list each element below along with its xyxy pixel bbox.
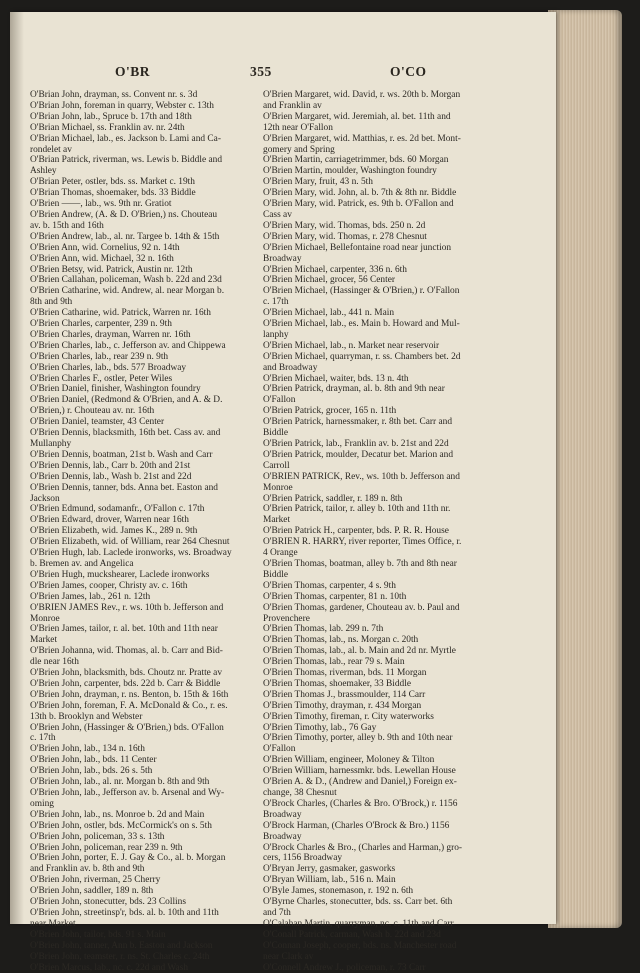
entry-line: O'Brien Michael, quarryman, r. ss. Chambers bet. 2d xyxy=(274,352,502,363)
entry-line: O'Brien Charles, lab., c. Jefferson av. and Chippewa xyxy=(41,341,269,352)
directory-entry xyxy=(30,624,269,646)
directory-entry xyxy=(30,679,269,690)
entry-line: O'Brien Edmund, sodamanfr., O'Fallon c. 17th xyxy=(41,504,269,515)
directory-entry xyxy=(263,821,502,843)
directory-entry xyxy=(263,701,502,712)
entry-line: O'Brien John, lab., bds. 11 Center xyxy=(41,755,269,766)
entry-line: O'Bryan Jerry, gasmaker, gasworks xyxy=(274,864,502,875)
directory-entry xyxy=(30,275,269,286)
entry-line: O'Brien Michael, lab., n. Market near reservoir xyxy=(274,341,502,352)
entry-line: O'Brien John, stonecutter, bds. 23 Collins xyxy=(41,897,269,908)
entry-line: O'Brian John, lab., Spruce b. 17th and 18th xyxy=(41,112,269,123)
directory-entry xyxy=(30,744,269,755)
entry-line: O'Connell Andrew J., policeman, r. 73 Carr xyxy=(274,963,502,973)
directory-entry xyxy=(30,788,269,810)
entry-line: O'Brien James, cooper, Christy av. c. 16th xyxy=(41,581,269,592)
entry-line: O'Brian Michael, lab., es. Jackson b. Lami and Ca- xyxy=(41,134,269,145)
directory-entry xyxy=(263,875,502,886)
directory-entry xyxy=(263,919,502,930)
entry-line: O'Brien Patrick, drayman, al. b. 8th and 9th near xyxy=(274,384,502,395)
entry-line: O'Brien Thomas, lab. 299 n. 7th xyxy=(274,624,502,635)
entry-line: O'BRIEN PATRICK, Rev., ws. 10th b. Jefferson and xyxy=(274,472,502,483)
directory-entry xyxy=(263,712,502,723)
directory-entry xyxy=(30,352,269,363)
directory-entry xyxy=(263,592,502,603)
directory-entry xyxy=(30,755,269,766)
directory-entry xyxy=(263,308,502,319)
entry-line: O'Brien John, carpenter, bds. 22d b. Carr & Biddle xyxy=(41,679,269,690)
entry-line: O'Brien Daniel, (Redmond & O'Brien, and A. & D. xyxy=(41,395,269,406)
directory-entry xyxy=(30,450,269,461)
entry-continuation: cers, 1156 Broadway xyxy=(274,853,502,864)
directory-entry xyxy=(263,221,502,232)
entry-line: O'Brien John, lab., bds. 26 s. 5th xyxy=(41,766,269,777)
directory-entry xyxy=(30,319,269,330)
directory-entry xyxy=(263,963,502,973)
entry-continuation: Monroe xyxy=(41,614,269,625)
directory-entry xyxy=(30,384,269,395)
entry-line: O'Brien Dennis, lab., Wash b. 21st and 22d xyxy=(41,472,269,483)
directory-entry xyxy=(263,864,502,875)
entry-line: O'Brien Betsy, wid. Patrick, Austin nr. 12th xyxy=(41,265,269,276)
entry-line: O'Brien John, lab., Jefferson av. b. Arsenal and Wy- xyxy=(41,788,269,799)
entry-line: O'Byrne Charles, stonecutter, bds. ss. Carr bet. 6th xyxy=(274,897,502,908)
entry-line: O'Brien William, engineer, Moloney & Tilton xyxy=(274,755,502,766)
directory-entry xyxy=(30,90,269,101)
directory-entry xyxy=(263,635,502,646)
directory-entry xyxy=(263,134,502,156)
directory-entry xyxy=(30,963,269,973)
entry-line: O'Brien Dennis, blacksmith, 16th bet. Cass av. and xyxy=(41,428,269,439)
directory-entry xyxy=(263,537,502,559)
entry-line: O'Brien Margaret, wid. Jeremiah, al. bet. 11th and xyxy=(274,112,502,123)
directory-entry xyxy=(30,243,269,254)
entry-line: O'Brien Andrew, lab., al. nr. Targee b. 14th & 15th xyxy=(41,232,269,243)
running-head-right: O'CO xyxy=(390,64,427,80)
directory-entry xyxy=(30,112,269,123)
directory-entry xyxy=(30,101,269,112)
entry-line: O'Brien Charles, lab., rear 239 n. 9th xyxy=(41,352,269,363)
entry-line: O'Conall Patrick, carman, Wash b. 22d and 23d xyxy=(274,930,502,941)
directory-entry xyxy=(263,603,502,625)
directory-entry xyxy=(263,766,502,777)
entry-continuation: gomery and Spring xyxy=(274,145,502,156)
directory-entry xyxy=(263,723,502,734)
entry-line: O'BRIEN R. HARRY, river reporter, Times Office, r. xyxy=(274,537,502,548)
directory-entry xyxy=(30,155,269,177)
entry-line: O'BRIEN JAMES Rev., r. ws. 10th b. Jefferson and xyxy=(41,603,269,614)
entry-continuation: c. 17th xyxy=(41,733,269,744)
directory-entry xyxy=(30,723,269,745)
directory-entry xyxy=(30,853,269,875)
entry-line: O'Brien Ann, wid. Michael, 32 n. 16th xyxy=(41,254,269,265)
entry-line: O'Brien Dennis, lab., Carr b. 20th and 21st xyxy=(41,461,269,472)
entry-continuation: 13th b. Brooklyn and Webster xyxy=(41,712,269,723)
directory-entry xyxy=(263,166,502,177)
entry-line: O'Brien Charles, carpenter, 239 n. 9th xyxy=(41,319,269,330)
directory-entry xyxy=(30,897,269,908)
directory-entry xyxy=(30,570,269,581)
entry-continuation: Monroe xyxy=(274,483,502,494)
directory-entry xyxy=(30,308,269,319)
entry-continuation: near Clark av xyxy=(274,952,502,963)
directory-entry xyxy=(263,439,502,450)
entry-line: O'Brien Charles, drayman, Warren nr. 16th xyxy=(41,330,269,341)
directory-entry xyxy=(263,450,502,472)
entry-line: O'Brien Michael, lab., es. Main b. Howard and Mul- xyxy=(274,319,502,330)
directory-entry xyxy=(263,406,502,417)
directory-page xyxy=(10,12,556,924)
directory-entry xyxy=(30,330,269,341)
directory-entry xyxy=(263,646,502,657)
entry-line: O'Brien John, saddler, 189 n. 8th xyxy=(41,886,269,897)
directory-entry xyxy=(30,461,269,472)
entry-line: O'Brien Patrick, saddler, r. 189 n. 8th xyxy=(274,494,502,505)
right-column xyxy=(263,90,502,973)
entry-line: O'Brien John, foreman, F. A. McDonald & Co., r. es. xyxy=(41,701,269,712)
entry-line: O'Brien Ann, wid. Cornelius, 92 n. 14th xyxy=(41,243,269,254)
entry-line: O'Brien Martin, carriagetrimmer, bds. 60 Morgan xyxy=(274,155,502,166)
directory-entry xyxy=(263,897,502,919)
entry-line: O'Brien Edward, drover, Warren near 16th xyxy=(41,515,269,526)
directory-entry xyxy=(30,908,269,930)
entry-continuation: Market xyxy=(41,635,269,646)
directory-entry xyxy=(263,472,502,494)
directory-entry xyxy=(263,319,502,341)
entry-continuation: Ashley xyxy=(41,166,269,177)
left-column xyxy=(30,90,269,973)
directory-entry xyxy=(30,395,269,417)
entry-line: O'Brien Mary, wid. John, al. b. 7th & 8th nr. Biddle xyxy=(274,188,502,199)
entry-line: O'Brien Patrick, tailor, r. alley b. 10th and 11th nr. xyxy=(274,504,502,515)
entry-line: O'Brien Margaret, wid. Matthias, r. es. 2d bet. Mont- xyxy=(274,134,502,145)
directory-entry xyxy=(30,832,269,843)
directory-entry xyxy=(30,952,269,963)
directory-entry xyxy=(30,592,269,603)
directory-entry xyxy=(30,603,269,625)
entry-continuation: Cass av xyxy=(274,210,502,221)
entry-line: O'Brien John, (Hassinger & O'Brien,) bds. O'Fallon xyxy=(41,723,269,734)
entry-continuation: Broadway xyxy=(274,810,502,821)
entry-line: O'Brien Thomas, lab., ns. Morgan c. 20th xyxy=(274,635,502,646)
entry-continuation: and 7th xyxy=(274,908,502,919)
entry-line: O'Brien Daniel, teamster, 43 Center xyxy=(41,417,269,428)
directory-entry xyxy=(263,886,502,897)
directory-entry xyxy=(263,941,502,963)
entry-line: O'Brian Peter, ostler, bds. ss. Market c. 19th xyxy=(41,177,269,188)
directory-entry xyxy=(30,941,269,952)
directory-entry xyxy=(30,428,269,450)
entry-line: O'Brien Patrick, harnessmaker, r. 8th bet. Carr and xyxy=(274,417,502,428)
entry-line: O'Brien Michael, (Hassinger & O'Brien,) r. O'Fallon xyxy=(274,286,502,297)
directory-entry xyxy=(30,210,269,232)
entry-continuation: oming xyxy=(41,799,269,810)
directory-entry xyxy=(30,821,269,832)
directory-entry xyxy=(263,755,502,766)
entry-continuation: Mullanphy xyxy=(41,439,269,450)
entry-line: O'Brien Thomas, carpenter, 4 s. 9th xyxy=(274,581,502,592)
page-edges xyxy=(548,10,622,928)
entry-line: O'Brien Michael, waiter, bds. 13 n. 4th xyxy=(274,374,502,385)
directory-entry xyxy=(263,526,502,537)
directory-entry xyxy=(263,559,502,581)
entry-line: O'Brien Michael, carpenter, 336 n. 6th xyxy=(274,265,502,276)
entry-line: O'Brien Thomas, lab., rear 79 s. Main xyxy=(274,657,502,668)
entry-line: O'Brien Margaret, wid. David, r. ws. 20th b. Morgan xyxy=(274,90,502,101)
entry-line: O'Brien Mary, wid. Thomas, r. 278 Chesnut xyxy=(274,232,502,243)
entry-line: O'Brock Harman, (Charles O'Brock & Bro.) 1156 xyxy=(274,821,502,832)
directory-entry xyxy=(30,668,269,679)
entry-continuation: 4 Orange xyxy=(274,548,502,559)
entry-line: O'Brien John, porter, E. J. Gay & Co., al. b. Morgan xyxy=(41,853,269,864)
entry-line: O'Brien John, lab., al. nr. Morgan b. 8th and 9th xyxy=(41,777,269,788)
entry-line: O'Brien John, tanner, Ann b. Easton and Jackson xyxy=(41,941,269,952)
entry-line: O'Brien Timothy, fireman, r. City waterworks xyxy=(274,712,502,723)
entry-line: O'Brien Daniel, finisher, Washington foundry xyxy=(41,384,269,395)
entry-line: O'Brien John, lab., ns. Monroe b. 2d and Main xyxy=(41,810,269,821)
directory-entry xyxy=(263,690,502,701)
directory-entry xyxy=(263,275,502,286)
directory-entry xyxy=(30,526,269,537)
entry-line: O'Connan Joseph, cooper, bds. ns. Manchester road xyxy=(274,941,502,952)
entry-line: O'Brien John, lab., 134 n. 16th xyxy=(41,744,269,755)
entry-continuation: change, 38 Chesnut xyxy=(274,788,502,799)
entry-line: O'Brien Michael, lab., 441 n. Main xyxy=(274,308,502,319)
entry-continuation: and Franklin av. b. 8th and 9th xyxy=(41,864,269,875)
entry-line: O'Brien Hugh, muckshearer, Laclede ironworks xyxy=(41,570,269,581)
entry-line: O'Brien Thomas, riverman, bds. 11 Morgan xyxy=(274,668,502,679)
entry-line: O'Brian Thomas, shoemaker, bds. 33 Biddle xyxy=(41,188,269,199)
entry-continuation: Provenchere xyxy=(274,614,502,625)
entry-line: O'Brien Thomas, shoemaker, 33 Biddle xyxy=(274,679,502,690)
entry-continuation: rondelet av xyxy=(41,145,269,156)
entry-line: O'Brien A. & D., (Andrew and Daniel,) Foreign ex- xyxy=(274,777,502,788)
directory-entry xyxy=(30,504,269,515)
directory-entry xyxy=(263,243,502,265)
entry-line: O'Brien John, teamster, r. ns. St. Charles c. 24th xyxy=(41,952,269,963)
directory-entry xyxy=(263,624,502,635)
directory-entry xyxy=(30,188,269,199)
directory-entry xyxy=(30,515,269,526)
directory-entry xyxy=(263,232,502,243)
entry-line: O'Brien Charles F., ostler, Peter Wiles xyxy=(41,374,269,385)
entry-line: O'Brien Patrick, lab., Franklin av. b. 21st and 22d xyxy=(274,439,502,450)
directory-entry xyxy=(263,494,502,505)
directory-entry xyxy=(30,483,269,505)
entry-line: O'Brien Elizabeth, wid. James K., 289 n. 9th xyxy=(41,526,269,537)
entry-line: O'Brien Hugh, lab. Laclede ironworks, ws. Broadway xyxy=(41,548,269,559)
entry-continuation: Jackson xyxy=(41,494,269,505)
directory-entry xyxy=(263,581,502,592)
directory-entry xyxy=(30,265,269,276)
entry-continuation: and Franklin av xyxy=(274,101,502,112)
directory-entry xyxy=(263,930,502,941)
entry-line: O'Brien Mary, wid. Patrick, es. 9th b. O'Fallon and xyxy=(274,199,502,210)
directory-entry xyxy=(263,155,502,166)
entry-line: O'Brien Patrick H., carpenter, bds. P. R. R. House xyxy=(274,526,502,537)
entry-line: O'Brien Elizabeth, wid. of William, rear 264 Chesnut xyxy=(41,537,269,548)
directory-entry xyxy=(30,646,269,668)
entry-continuation: Biddle xyxy=(274,428,502,439)
entry-line: O'Bryan William, lab., 516 n. Main xyxy=(274,875,502,886)
directory-entry xyxy=(263,843,502,865)
entry-line: O'Brien John, riverman, 25 Cherry xyxy=(41,875,269,886)
directory-entry xyxy=(263,777,502,799)
entry-line: O'Brian Michael, ss. Franklin av. nr. 24th xyxy=(41,123,269,134)
directory-entry xyxy=(30,930,269,941)
directory-entry xyxy=(30,843,269,854)
directory-entry xyxy=(30,417,269,428)
entry-line: O'Brien Callahan, policeman, Wash b. 22d and 23d xyxy=(41,275,269,286)
directory-entry xyxy=(263,265,502,276)
entry-continuation: c. 17th xyxy=(274,297,502,308)
entry-line: O'Brien Patrick, moulder, Decatur bet. Marion and xyxy=(274,450,502,461)
directory-entry xyxy=(263,417,502,439)
entry-line: O'Brian Patrick, riverman, ws. Lewis b. Biddle and xyxy=(41,155,269,166)
directory-entry xyxy=(263,657,502,668)
directory-entry xyxy=(30,374,269,385)
directory-entry xyxy=(30,134,269,156)
entry-continuation: and Broadway xyxy=(274,363,502,374)
entry-line: O'Brien Andrew, (A. & D. O'Brien,) ns. Chouteau xyxy=(41,210,269,221)
entry-line: O'Brien Timothy, porter, alley b. 9th and 10th near xyxy=(274,733,502,744)
directory-entry xyxy=(30,341,269,352)
entry-line: O'Byle James, stonemason, r. 192 n. 6th xyxy=(274,886,502,897)
entry-line: O'Calahan Martin, quarryman, nc. c. 11th and Carr xyxy=(274,919,502,930)
entry-line: O'Brien Thomas, gardener, Chouteau av. b. Paul and xyxy=(274,603,502,614)
directory-entry xyxy=(30,701,269,723)
entry-line: O'Brien Thomas, boatman, alley b. 7th and 8th near xyxy=(274,559,502,570)
directory-entry xyxy=(30,766,269,777)
directory-entry xyxy=(30,286,269,308)
directory-entry xyxy=(30,690,269,701)
directory-entry xyxy=(30,177,269,188)
directory-entry xyxy=(30,777,269,788)
directory-entry xyxy=(263,679,502,690)
directory-entry xyxy=(263,352,502,374)
entry-line: O'Brock Charles & Bro., (Charles and Harman,) gro- xyxy=(274,843,502,854)
entry-line: O'Brien Martin, moulder, Washington foundry xyxy=(274,166,502,177)
directory-entry xyxy=(30,363,269,374)
entry-line: O'Brien William, harnessmkr. bds. Lewellan House xyxy=(274,766,502,777)
directory-entry xyxy=(30,875,269,886)
directory-entry xyxy=(30,254,269,265)
entry-line: O'Brien John, blacksmith, bds. Choutz nr. Pratte av xyxy=(41,668,269,679)
entry-continuation: b. Bremen av. and Angelica xyxy=(41,559,269,570)
entry-line: O'Brien Timothy, lab., 76 Gay xyxy=(274,723,502,734)
entry-line: O'Brien Dennis, tanner, bds. Anna bet. Easton and xyxy=(41,483,269,494)
entry-line: O'Brien Mary, wid. Thomas, bds. 250 n. 2d xyxy=(274,221,502,232)
directory-entry xyxy=(263,799,502,821)
entry-line: O'Brock Charles, (Charles & Bro. O'Brock,) r. 1156 xyxy=(274,799,502,810)
directory-entry xyxy=(263,384,502,406)
entry-continuation: O'Brien,) r. Chouteau av. nr. 16th xyxy=(41,406,269,417)
entry-line: O'Brien Thomas, lab., al. b. Main and 2d nr. Myrtle xyxy=(274,646,502,657)
entry-line: O'Brien James, lab., 261 n. 12th xyxy=(41,592,269,603)
entry-line: O'Brien Michael, Bellefontaine road near junction xyxy=(274,243,502,254)
entry-continuation: dle near 16th xyxy=(41,657,269,668)
entry-continuation: lanphy xyxy=(274,330,502,341)
directory-entry xyxy=(263,668,502,679)
directory-entry xyxy=(30,581,269,592)
directory-entry xyxy=(263,286,502,308)
directory-entry xyxy=(263,504,502,526)
entry-line: O'Brien Dennis, boatman, 21st b. Wash and Carr xyxy=(41,450,269,461)
entry-line: O'Brien John, streetinsp'r, bds. al. b. 10th and 11th xyxy=(41,908,269,919)
directory-entry xyxy=(30,123,269,134)
directory-entry xyxy=(30,548,269,570)
entry-line: O'Brien Michael, grocer, 56 Center xyxy=(274,275,502,286)
binding-shadow xyxy=(10,12,24,924)
directory-entry xyxy=(30,199,269,210)
entry-line: O'Brien Thomas, carpenter, 81 n. 10th xyxy=(274,592,502,603)
entry-line: O'Brien Timothy, drayman, r. 434 Morgan xyxy=(274,701,502,712)
directory-entry xyxy=(263,374,502,385)
entry-line: O'Brien John, drayman, r. ns. Benton, b. 15th & 16th xyxy=(41,690,269,701)
entry-continuation: Market xyxy=(274,515,502,526)
entry-continuation: O'Fallon xyxy=(274,395,502,406)
running-head-left: O'BR xyxy=(115,64,150,80)
directory-entry xyxy=(30,886,269,897)
entry-continuation: 8th and 9th xyxy=(41,297,269,308)
entry-line: O'Brien Catharine, wid. Andrew, al. near Morgan b. xyxy=(41,286,269,297)
directory-entry xyxy=(263,188,502,199)
entry-continuation: Carroll xyxy=(274,461,502,472)
entry-continuation: Broadway xyxy=(274,832,502,843)
entry-line: O'Brien Patrick, grocer, 165 n. 11th xyxy=(274,406,502,417)
entry-line: O'Brien Marcus, lab., nc. c. 22d and Wash xyxy=(41,963,269,973)
entry-line: O'Brien John, policeman, 33 s. 13th xyxy=(41,832,269,843)
directory-entry xyxy=(263,199,502,221)
directory-entry xyxy=(263,177,502,188)
directory-entry xyxy=(263,341,502,352)
directory-entry xyxy=(30,810,269,821)
directory-entry xyxy=(263,112,502,134)
entry-line: O'Brien John, ostler, bds. McCormick's on s. 5th xyxy=(41,821,269,832)
directory-entry xyxy=(30,472,269,483)
directory-entry xyxy=(263,90,502,112)
entry-continuation: O'Fallon xyxy=(274,744,502,755)
directory-entry xyxy=(30,537,269,548)
directory-entry xyxy=(30,232,269,243)
entry-line: O'Brien James, tailor, r. al. bet. 10th and 11th near xyxy=(41,624,269,635)
directory-entry xyxy=(263,733,502,755)
entry-line: O'Brien Thomas J., brassmoulder, 114 Carr xyxy=(274,690,502,701)
entry-line: O'Brien John, policeman, rear 239 n. 9th xyxy=(41,843,269,854)
entry-line: O'Brien Catharine, wid. Patrick, Warren nr. 16th xyxy=(41,308,269,319)
page-number: 355 xyxy=(250,64,272,80)
entry-line: O'Brien Mary, fruit, 43 n. 5th xyxy=(274,177,502,188)
entry-line: O'Brian John, foreman in quarry, Webster c. 13th xyxy=(41,101,269,112)
entry-line: O'Brien Charles, lab., bds. 577 Broadway xyxy=(41,363,269,374)
entry-line: O'Brien ——, lab., ws. 9th nr. Gratiot xyxy=(41,199,269,210)
entry-line: O'Brien Johanna, wid. Thomas, al. b. Carr and Bid- xyxy=(41,646,269,657)
entry-continuation: near Market xyxy=(41,919,269,930)
entry-line: O'Brian John, drayman, ss. Convent nr. s. 3d xyxy=(41,90,269,101)
entry-continuation: av. b. 15th and 16th xyxy=(41,221,269,232)
entry-continuation: Broadway xyxy=(274,254,502,265)
entry-continuation: Biddle xyxy=(274,570,502,581)
entry-line: O'Brien John, tailor, bds. 91 s. Main xyxy=(41,930,269,941)
entry-continuation: 12th near O'Fallon xyxy=(274,123,502,134)
